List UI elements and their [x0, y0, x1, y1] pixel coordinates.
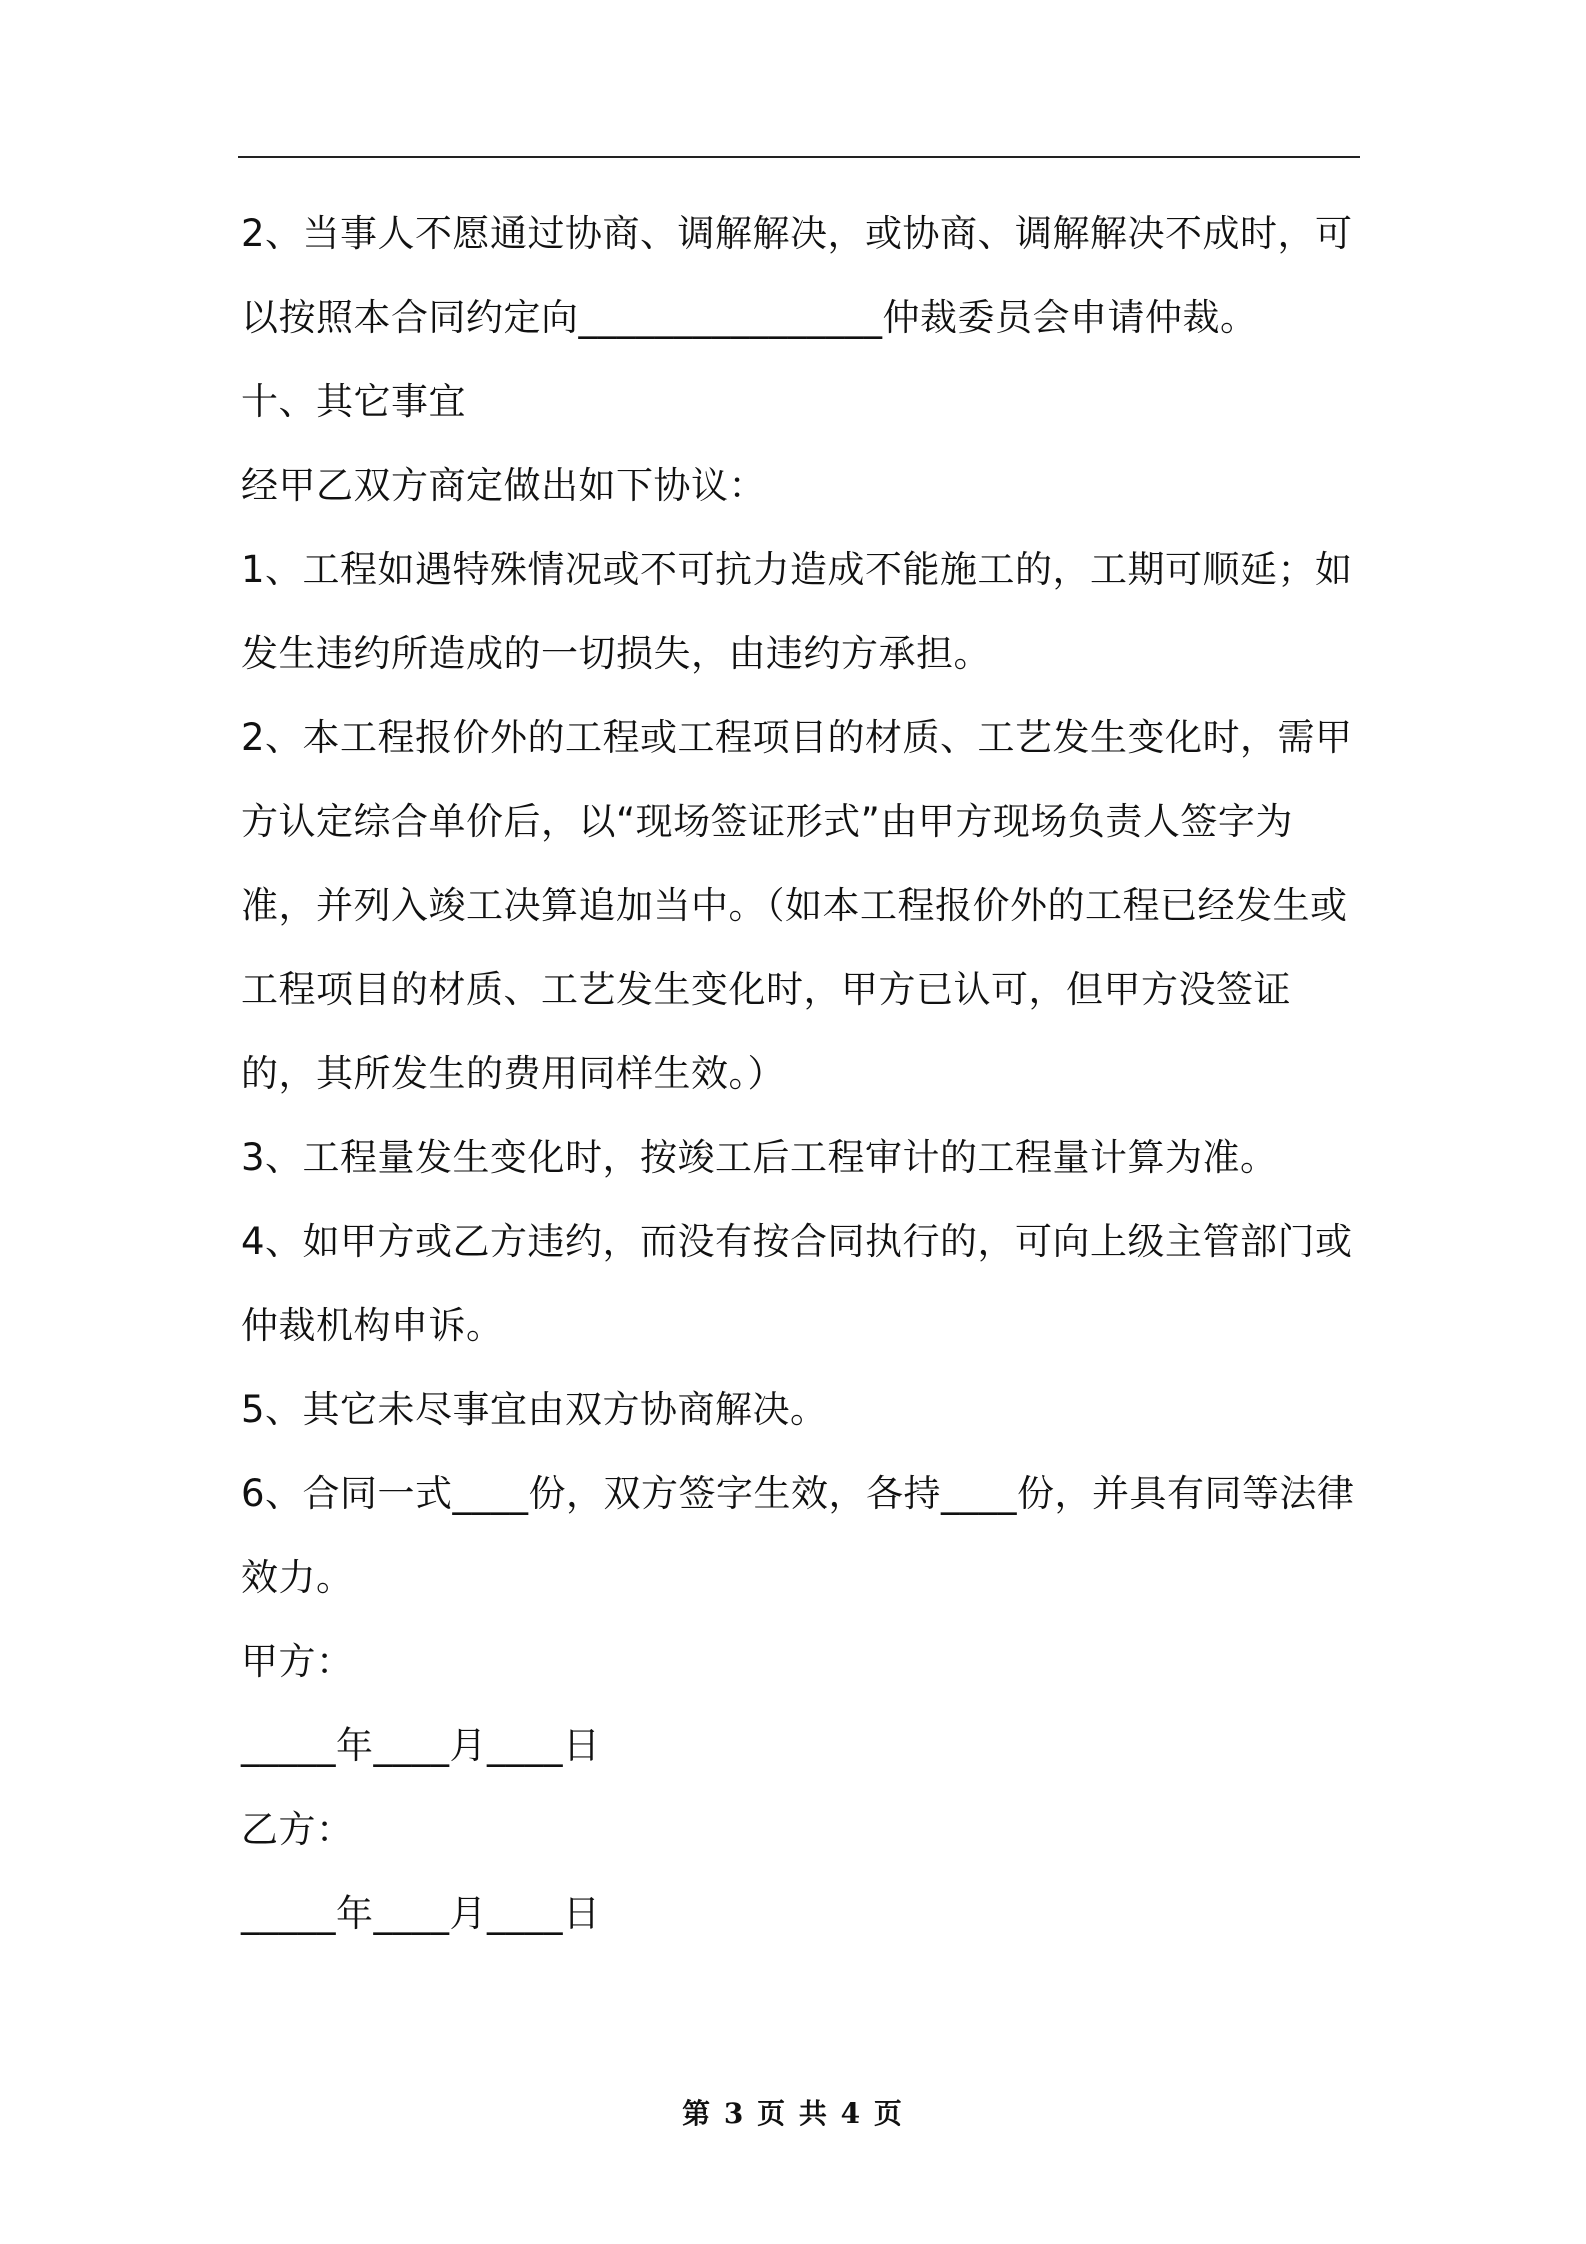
clause-1: 1、工程如遇特殊情况或不可抗力造成不能施工的，工期可顺延；如发生违约所造成的一切损失，由违约方承担。: [241, 548, 1353, 675]
agreement-intro: 经甲乙双方商定做出如下协议：: [241, 464, 766, 507]
party-a-date-line: _____年____月____日: [241, 1724, 601, 1767]
clause-3: 3、工程量发生变化时，按竣工后工程审计的工程量计算为准。: [241, 1136, 1278, 1179]
clause-6: 6、合同一式____份，双方签字生效，各持____份，并具有同等法律效力。: [241, 1472, 1355, 1599]
clause-4: 4、如甲方或乙方违约，而没有按合同执行的，可向上级主管部门或仲裁机构申诉。: [241, 1220, 1353, 1347]
party-b-date-line: _____年____月____日: [241, 1892, 601, 1935]
header-rule: [238, 156, 1360, 158]
document-body: [241, 192, 1360, 1956]
section-heading-other-matters: 十、其它事宜: [241, 380, 466, 423]
page-number: 第 3 页 共 4 页: [682, 2097, 904, 2130]
clause-5: 5、其它未尽事宜由双方协商解决。: [241, 1388, 828, 1431]
party-a-label: 甲方：: [241, 1640, 354, 1683]
party-b-label: 乙方：: [241, 1808, 354, 1851]
clause-arbitration: 2、当事人不愿通过协商、调解解决，或协商、调解解决不成时，可以按照本合同约定向________________仲裁委员会申请仲裁。: [241, 212, 1353, 339]
clause-2: 2、本工程报价外的工程或工程项目的材质、工艺发生变化时，需甲方认定综合单价后，以“现场签证形式”由甲方现场负责人签字为准，并列入竣工决算追加当中。（如本工程报价外的工程已经发生或工程项目的材质、工艺发生变化时，甲方已认可，但甲方没签证的，其所发生的费用同样生效。）: [241, 716, 1353, 1095]
